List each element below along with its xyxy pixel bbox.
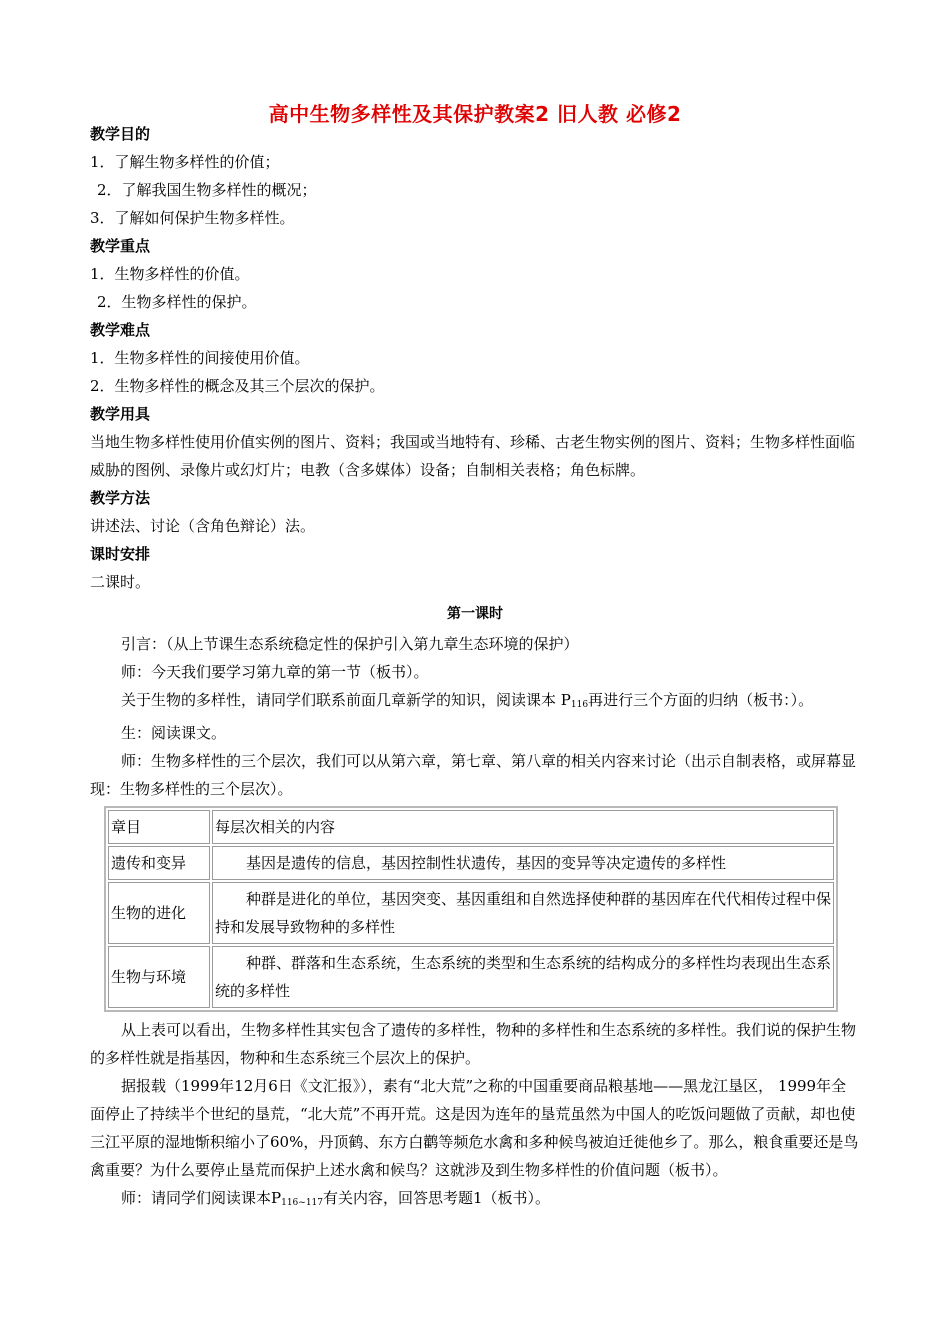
paragraph-student: 生：阅读课文。: [121, 724, 227, 742]
text-run: 师：请同学们阅读课本P: [121, 1189, 282, 1207]
section-heading-methods: 教学方法: [90, 489, 151, 507]
paragraph-three-levels: 师：生物多样性的三个层次，我们可以从第六章，第七章、第八章的相关内容来讨论（出示自制表格，或屏幕显现：生物多样性的三个层次）。: [90, 752, 857, 798]
table-row: [108, 946, 834, 1008]
table-row: [108, 846, 834, 880]
table-cell-chapter: 生物与环境: [108, 946, 210, 1008]
table-row: [108, 882, 834, 944]
document-body: [90, 120, 860, 1217]
levels-table: [104, 806, 838, 1012]
paragraph-question: [90, 1184, 860, 1217]
section-heading-objectives: 教学目的: [90, 125, 151, 143]
paragraph-reading-task: [90, 686, 860, 719]
table-header-row: [108, 810, 834, 844]
objective-item: 3．了解如何保护生物多样性。: [90, 209, 295, 227]
table-cell-content: 种群、群落和生态系统，生态系统的类型和生态系统的结构成分的多样性均表现出生态系统的多样性: [212, 946, 834, 1008]
section-heading-materials: 教学用具: [90, 405, 151, 423]
document-title: 高中生物多样性及其保护教案2 旧人教 必修2: [268, 102, 682, 126]
table-header-cell: 每层次相关的内容: [212, 810, 834, 844]
objective-item: 2．了解我国生物多样性的概况；: [97, 181, 317, 199]
paragraph-intro: 引言：（从上节课生态系统稳定性的保护引入第九章生态环境的保护）: [121, 635, 579, 653]
table-cell-chapter: 遗传和变异: [108, 846, 210, 880]
difficulty-item: 1．生物多样性的间接使用价值。: [90, 349, 310, 367]
section-heading-key-points: 教学重点: [90, 237, 151, 255]
page-subscript: 116: [570, 700, 589, 710]
table-header-cell: 章目: [108, 810, 210, 844]
paragraph-summary: 从上表可以看出，生物多样性其实包含了遗传的多样性，物种的多样性和生态系统的多样性。我们说的保护生物的多样性就是指基因，物种和生态系统三个层次上的保护。: [90, 1021, 857, 1067]
difficulty-item: 2．生物多样性的概念及其三个层次的保护。: [90, 377, 385, 395]
table-cell-content: 种群是进化的单位，基因突变、基因重组和自然选择使种群的基因库在代代相传过程中保持和发展导致物种的多样性: [212, 882, 834, 944]
table-cell-chapter: 生物的进化: [108, 882, 210, 944]
section-heading-schedule: 课时安排: [90, 545, 151, 563]
materials-text: 当地生物多样性使用价值实例的图片、资料；我国或当地特有、珍稀、古老生物实例的图片、资料；生物多样性面临威胁的图例、录像片或幻灯片；电教（含多媒体）设备；自制相关表格；角色标牌。: [90, 433, 856, 479]
methods-text: 讲述法、讨论（含角色辩论）法。: [90, 517, 316, 535]
objective-item: 1．了解生物多样性的价值；: [90, 153, 280, 171]
text-run: 再进行三个方面的归纳（板书：）。: [588, 691, 814, 709]
schedule-text: 二课时。: [90, 573, 151, 591]
paragraph-teacher: 师：今天我们要学习第九章的第一节（板书）。: [121, 663, 429, 681]
table-cell-content: 基因是遗传的信息，基因控制性状遗传，基因的变异等决定遗传的多样性: [212, 846, 834, 880]
page-subscript: 116~117: [281, 1198, 324, 1208]
lesson-heading: 第一课时: [447, 606, 503, 622]
key-point-item: 1．生物多样性的价值。: [90, 265, 250, 283]
text-run: 关于生物的多样性，请同学们联系前面几章新学的知识，阅读课本 P: [121, 691, 571, 709]
section-heading-difficulties: 教学难点: [90, 321, 151, 339]
paragraph-news-report: 据报载（1999年12月6日《文汇报》），素有“北大荒”之称的中国重要商品粮基地——黑龙江垦区， 1999年全面停止了持续半个世纪的垦荒，“北大荒”不再开荒。这是因为连年的垦荒虽然为中国人的吃饭问题做了贡献，却也使三江平原的湿地惭积缩小了60%，丹顶鹤、东方白鹳等频危水禽和多种候鸟被迫迁徙他乡了。那么，粮食重要还是鸟禽重要？为什么要停止垦荒而保护上述水禽和候鸟？这就涉及到生物多样性的价值问题（板书）。: [90, 1077, 859, 1179]
text-run: 有关内容，回答思考题1（板书）。: [323, 1189, 551, 1207]
key-point-item: 2．生物多样性的保护。: [97, 293, 257, 311]
